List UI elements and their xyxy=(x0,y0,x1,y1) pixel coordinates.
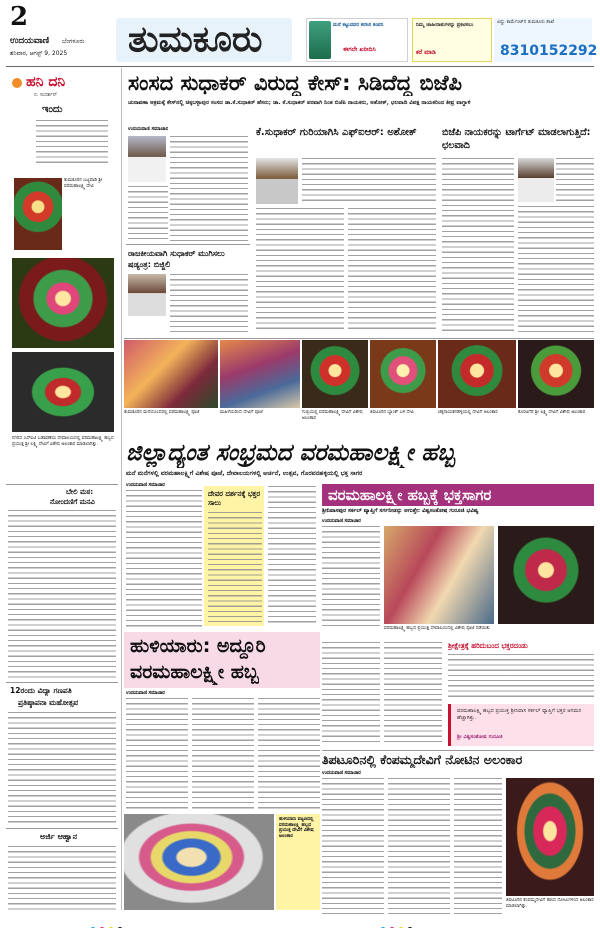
festival-byline: ಉದಯವಾಣಿ ಸಮಾಚಾರ xyxy=(126,483,165,488)
strip-photo-1 xyxy=(124,340,218,408)
ad-advertise-sub: ಕರೆ ಮಾಡಿ xyxy=(416,49,436,56)
strip-caption-5: ಚಿಕ್ಕನಾಯಕನಹಳ್ಳಿಯಲ್ಲಿ ದೇವಿಗೆ ಅಲಂಕಾರ xyxy=(438,410,498,415)
strip-photo-2 xyxy=(220,340,300,408)
lead-text-1 xyxy=(170,136,248,242)
festival-right-byline: ಉದಯವಾಣಿ ಸಮಾಚಾರ xyxy=(322,519,361,524)
festival-quote-box xyxy=(448,704,594,746)
ad-homes xyxy=(306,18,408,62)
logo-byline: ನ. ಸುದರ್ಶನ್ xyxy=(34,92,58,98)
tiptur-text-1 xyxy=(322,778,384,914)
festival-right-text-1 xyxy=(322,526,380,626)
festival-story-left xyxy=(124,482,202,632)
tiptur-caption: ತಿಪಟೂರಿನ ಕೆಂಪಮ್ಮದೇವಿಗೆ ಹಣದ ನೋಟುಗಳಿಂದ ಅಲಂಕಾರ ಮಾಡಲಾಗಿತ್ತು. xyxy=(506,898,594,909)
brief1-text xyxy=(8,510,116,678)
tiptur-text-3 xyxy=(454,778,502,914)
brief3-text xyxy=(8,846,116,910)
ashok-photo xyxy=(256,158,298,204)
tiptur-byline: ಉದಯವಾಣಿ ಸಮಾಚಾರ xyxy=(322,771,361,776)
lead-sub1: ಕೆ.ಸುಧಾಕರ್ ಗುರಿಯಾಗಿಸಿ ಎಫ್‌ಐಆರ್: ಅಶೋಕ್ xyxy=(256,127,417,138)
ad-advertise xyxy=(412,18,492,62)
lead-right-block xyxy=(440,126,594,336)
ad-vishnu xyxy=(494,18,598,62)
lead-deck: ಚುನಾವಣಾ ಆಕ್ರಮಕ್ಕೆ ಕೇಸ್‌ನಲ್ಲಿ ಚಿಕ್ಕಬಳ್ಳಾಪುರ ಸಂಸದ ಡಾ.ಕೆ.ಸುಧಾಕರ್‌ ಹೆಸರು; ಡಾ. ಕೆ.ಸುಧಾಕರ್‌ ಪರವಾಗಿ ನಿಂತ ಬಿಜೆಪಿ ನಾಯಕರು, ಅಶೋಕ್, ಛಲವಾದಿ ವಿಪಕ್ಷ ನಾಯಕರಿಂದ ತೀವ್ರ ವಾಗ್ದಾಳಿ xyxy=(128,100,471,106)
section-today: ಇಂದು xyxy=(42,104,63,115)
ad-homes-sub: ಈಗಲೇ ಖರೀದಿಸಿ xyxy=(343,46,376,53)
left-column-rule xyxy=(121,68,122,910)
ad-vishnu-text: ವಿಷ್ಣು ಕಾರ್ಮೆಂಟ್‌ನ ತುಮಕೂರು ಶಾಖೆ xyxy=(497,20,555,25)
lead-text-4 xyxy=(302,158,436,204)
brief1-title: ಬೇಲಿ ಮಠ: xyxy=(66,488,94,496)
lead-text-9 xyxy=(518,206,594,332)
logo-drop-icon xyxy=(12,78,22,88)
festival-right-deck: ಶ್ರೀನಿವಾಸಪುರ ಸರ್ಕಲ್ ವ್ಯಾಪ್ತಿಗೆ ಸರ್ಗನೀಡನ್ನು ಆಗುತ್ತೇ: ವಿಶ್ವಸಂತೋಷ ಗುರೂಜಿ ಭವಿಷ್ಯ xyxy=(322,508,479,514)
today-text xyxy=(36,120,108,164)
quote-author: ಶ್ರೀ ವಿಶ್ವಸಂತೋಷ ಗುರೂಜಿ xyxy=(457,734,503,740)
city-title: ತುಮಕೂರು xyxy=(128,20,263,60)
brief1-sub: ನೋಂದಣಿಗೆ ಮನವಿ xyxy=(50,498,95,506)
photo-strip xyxy=(124,340,594,436)
sudhakar-photo xyxy=(128,136,166,182)
lead-text-7 xyxy=(442,158,514,332)
lead-sub3: ರಾಜಕೀಯವಾಗಿ ಸುಧಾಕರ್ ಮುಗಿಸಲು ಷಡ್ಯಂತ್ರ: ಬಿಜ್ಜಿಲಿ xyxy=(128,249,225,269)
festival-text-2 xyxy=(268,486,316,626)
huliyar-photo xyxy=(124,814,274,910)
lead-left-block xyxy=(126,126,250,336)
edition: ಬೆಂಗಳೂರು xyxy=(62,38,85,45)
festival-photo-1 xyxy=(384,526,494,624)
photo-caption-1: ತುಮಕೂರಿನ ಬಟ್ಟವಾಡಿ ಶ್ರೀ ವರಮಹಾಲಕ್ಷ್ಮಿ ದೇವಿ xyxy=(64,178,103,189)
phone-graphic xyxy=(309,21,331,59)
festival-deck: ಮನೆ ಮನೆಗಳಲ್ಲಿ ವರಮಹಾಲಕ್ಷ್ಮಿಗೆ ವಿಶೇಷ ಪೂಜೆ, ದೇವಾಲಯಗಳಲ್ಲಿ ಅರ್ಚನೆ, ಉತ್ಸವ, ಗೊರವನಹಳ್ಳಿಯಲ್ಲಿ ಭಕ್ತ ಸಾಗರ xyxy=(126,470,363,477)
page-number: 2 xyxy=(10,2,29,32)
registration-marks xyxy=(90,918,180,926)
festival-right-headline: ವರಮಹಾಲಕ್ಷ್ಮೀ ಹಬ್ಬಕ್ಕೆ ಭಕ್ತಸಾಗರ xyxy=(328,486,492,504)
lead-text-8 xyxy=(556,158,594,202)
festival-box xyxy=(204,486,264,626)
strip-caption-1: ತುಮಕೂರಿನ ಮನೆಯೊಂದರಲ್ಲಿ ವರಮಹಾಲಕ್ಷ್ಮಿ ಪೂಜೆ xyxy=(124,410,200,415)
logo-text: ಹನಿ ದನಿ xyxy=(26,74,66,90)
huliyar-text-1 xyxy=(126,698,188,810)
lead-text-3 xyxy=(170,274,248,332)
huliyar-byline: ಉದಯವಾಣಿ ಸಮಾಚಾರ xyxy=(126,691,165,696)
festival-right-text-2 xyxy=(322,642,380,746)
ad-homes-text: ಮನೆ ಕಟ್ಟುವವರ ಕನಸಿನ ಕಂಪನಿ xyxy=(333,22,384,28)
lead-text-2 xyxy=(128,186,168,242)
issue-date: ಶನಿವಾರ, ಆಗಸ್ಟ್ 9, 2025 xyxy=(10,50,68,57)
strip-caption-4: ತಿಪಟೂರಿನ ಬ್ಯಾಂಕ್ ಬಳಿ ದೇವಿ xyxy=(370,410,414,415)
strip-photo-5 xyxy=(438,340,516,408)
strip-photo-4 xyxy=(370,340,436,408)
hanidani-logo xyxy=(6,72,118,92)
festival-right-story xyxy=(322,518,594,748)
masthead xyxy=(0,0,600,66)
lead-text-5 xyxy=(256,208,344,332)
tiptur-photo xyxy=(506,778,594,896)
lead-sub2: ಬಿಜೆಪಿ ನಾಯಕರನ್ನು ಟಾರ್ಗೆಟ್ ಮಾಡಲಾಗುತ್ತಿದೆ: ಛಲವಾದಿ xyxy=(442,127,591,151)
masthead-rule xyxy=(6,66,594,67)
huliyar-side-box xyxy=(276,814,320,910)
divider xyxy=(6,682,118,683)
brief2-text xyxy=(8,712,116,824)
goddess-photo-1 xyxy=(14,178,62,250)
huliyar-story xyxy=(124,690,320,916)
brief2-sub: ಪ್ರತಿಷ್ಠಾಪನಾ ಮಹೋತ್ಸವ xyxy=(18,698,79,707)
lead-middle-block xyxy=(254,126,436,336)
divider xyxy=(6,484,118,485)
festival-boxed-title: ಶ್ರೀಕ್ಷೇತ್ರಕ್ಕೆ ಹರಿದುಬಂದ ಭಕ್ತರದಂಡು xyxy=(448,642,528,650)
festival-right-header xyxy=(322,484,594,506)
ad-phone: 8310152292 xyxy=(500,43,598,59)
lead-bottom-rule xyxy=(124,338,594,339)
goddess-photo-3 xyxy=(12,352,114,432)
lead-text-6 xyxy=(348,208,436,332)
tiptur-story xyxy=(322,750,594,918)
quote-text: ವರಮಹಾಲಕ್ಷ್ಮಿ ಹಬ್ಬದ ಪ್ರಯುಕ್ತ ಶ್ರೀನಿವಾಸ ಸರ್ಕಲ್ ವ್ಯಾಪ್ತಿಗೆ ಭಕ್ತರ ಆಗಮನ ಹೆಚ್ಚಾಗಿತ್ತು. xyxy=(457,708,582,721)
left-column xyxy=(6,68,118,918)
city-banner xyxy=(116,18,292,62)
photo-caption-2: ನಗರದ ಎಸ್‌ಐಟಿ ಬಡಾವಣೆಯ ದೇವಾಲಯದಲ್ಲಿ ವರಮಹಾಲಕ್ಷ್ಮಿ ಹಬ್ಬದ ಪ್ರಯುಕ್ತ ಶ್ರೀ ಲಕ್ಷ್ಮಿ ದೇವಿಗೆ ವಿಶೇಷ ಅಲಂಕಾರ ಮಾಡಲಾಗಿತ್ತು. xyxy=(12,436,114,447)
strip-photo-3 xyxy=(302,340,368,408)
tiptur-headline: ತಿಪಟೂರಿನಲ್ಲಿ ಕೆಂಪಮ್ಮದೇವಿಗೆ ನೋಟಿನ ಅಲಂಕಾರ xyxy=(322,752,523,767)
huliyar-text-2 xyxy=(192,698,254,810)
huliyar-header xyxy=(124,632,320,688)
strip-caption-2: ಮಹಿಳೆಯರಿಂದ ದೇವಿಗೆ ಪೂಜೆ xyxy=(220,410,263,415)
lead-headline: ಸಂಸದ ಸುಧಾಕರ್‌ ವಿರುದ್ಧ ಕೇಸ್‌: ಸಿಡಿದೆದ್ದ ಬಿಜೆಪಿ xyxy=(128,71,462,95)
festival-right-text-4 xyxy=(448,654,594,700)
festival-text-1 xyxy=(126,490,202,630)
festival-box-title: ದೇವರ ದರ್ಶನಕ್ಕೆ ಭಕ್ತರ ಸಾಲು xyxy=(208,490,261,507)
paper-name: ಉದಯವಾಣಿ xyxy=(10,36,50,46)
strip-caption-6: ಕೊರಟಗೆರೆ ಶ್ರೀ ಲಕ್ಷ್ಮಿ ದೇವಿಗೆ ವಿಶೇಷ ಅಲಂಕಾರ xyxy=(518,410,586,415)
festival-right-text-3 xyxy=(384,642,442,746)
strip-photo-6 xyxy=(518,340,594,408)
festival-right-caption: ವರಮಹಾಲಕ್ಷ್ಮಿ ಹಬ್ಬದ ಪ್ರಯುಕ್ತ ದೇವಾಲಯದಲ್ಲಿ ವಿಶೇಷ ಪೂಜೆ ನಡೆಯಿತು xyxy=(384,626,490,631)
huliyar-headline-1: ಹುಳಿಯಾರು: ಅದ್ದೂರಿ xyxy=(130,635,266,657)
bijjili-photo xyxy=(128,274,166,316)
festival-photo-2 xyxy=(498,526,594,624)
ad-advertise-text: ನಿಮ್ಮ ಜಾಹೀರಾತುಗಳನ್ನು ಪ್ರಕಟಿಸಲು xyxy=(416,22,474,28)
divider xyxy=(322,750,594,751)
divider xyxy=(126,244,250,245)
goddess-photo-2 xyxy=(12,258,114,348)
brief3-title: ಅರ್ಜಿ ಆಹ್ವಾನ xyxy=(40,832,78,841)
huliyar-side-caption: ಹುಳಿಯಾರು ಪಟ್ಟಣದಲ್ಲಿ ವರಮಹಾಲಕ್ಷ್ಮಿ ಹಬ್ಬದ ಪ್ರಯುಕ್ತ ದೇವಿಗೆ ವಿಶೇಷ ಅಲಂಕಾರ xyxy=(279,817,314,839)
registration-marks-2 xyxy=(380,918,470,926)
huliyar-headline-2: ವರಮಹಾಲಕ್ಷ್ಮೀ ಹಬ್ಬ xyxy=(130,661,259,683)
tiptur-text-2 xyxy=(388,778,450,914)
brief2-title: 12ರಂದು ವಿದ್ಯಾ ಗಣಪತಿ xyxy=(10,686,72,695)
strip-caption-3: ಗುಬ್ಬಿಯಲ್ಲಿ ವರಮಹಾಲಕ್ಷ್ಮಿ ದೇವಿಗೆ ವಿಶೇಷ ಅಲಂಕಾರ xyxy=(302,410,363,421)
festival-box-text xyxy=(208,512,262,622)
festival-headline: ಜಿಲ್ಲಾದ್ಯಂತ ಸಂಭ್ರಮದ ವರಮಹಾಲಕ್ಷ್ಮೀ ಹಬ್ಬ xyxy=(126,440,456,466)
divider xyxy=(6,828,118,829)
lead-byline: ಉದಯವಾಣಿ ಸಮಾಚಾರ xyxy=(128,126,169,132)
huliyar-text-3 xyxy=(258,698,320,810)
chalavadi-photo xyxy=(518,158,554,202)
